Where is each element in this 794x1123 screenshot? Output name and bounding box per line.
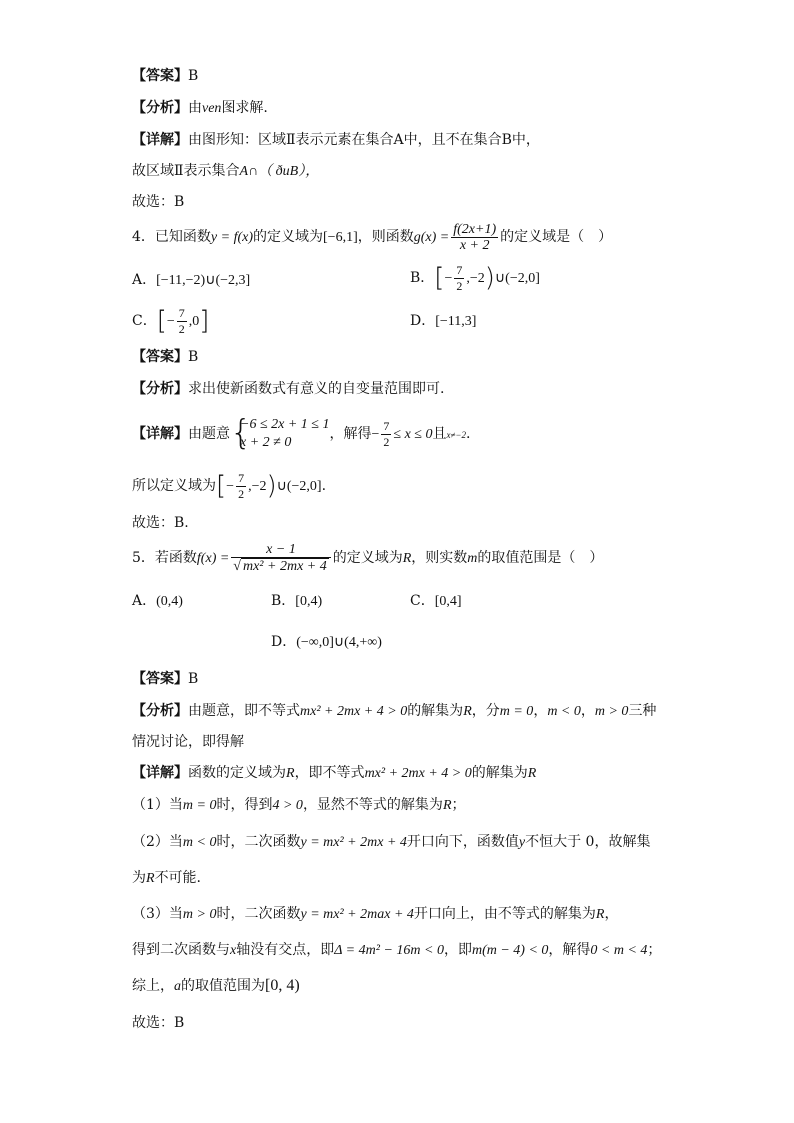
conclusion-text: . xyxy=(321,478,327,494)
analysis-math: R xyxy=(463,704,472,719)
analysis-text: 的解集为 xyxy=(407,703,464,719)
case-math: x xyxy=(230,943,237,958)
detail-text: 由图形知：区域Ⅱ表示元素在集合A中，且不在集合B中， xyxy=(188,132,540,148)
stem-gx: g(x) = xyxy=(413,230,450,245)
sqrt-radicand: mx² + 2mx + 4 xyxy=(242,559,327,574)
case-text: （2）当 xyxy=(132,834,183,850)
q4-option-d xyxy=(410,311,476,332)
case-text: 不恒大于 0，故解集 xyxy=(525,834,651,850)
case-text: 开口向下，函数值 xyxy=(406,834,519,850)
case-text: 时，二次函数 xyxy=(216,906,301,922)
choose-text: 故选：B xyxy=(132,1015,185,1031)
conclusion-math: ,−2 xyxy=(248,479,267,494)
q5-choose-line xyxy=(132,1013,184,1033)
minus-sign: − xyxy=(371,427,380,442)
stem-text: 5．若函数 xyxy=(132,550,197,566)
case-math: y xyxy=(518,835,526,850)
stem-text: ，则函数 xyxy=(357,229,414,245)
q5-analysis-line2 xyxy=(132,732,244,752)
option-value: [0,4] xyxy=(434,594,462,609)
case-text: 得到二次函数与 xyxy=(132,942,230,958)
stem-text: 的定义域为 xyxy=(332,550,403,566)
fraction-denominator: x + 2 xyxy=(459,237,490,253)
option-value: ,−2 xyxy=(466,271,485,286)
q3-answer-line xyxy=(132,66,198,86)
answer-tag: 【答案】 xyxy=(132,671,188,687)
summary-math: a xyxy=(174,979,181,994)
analysis-text: 由 xyxy=(188,100,202,116)
analysis-math: m > 0 xyxy=(594,704,629,719)
answer-tag: 【答案】 xyxy=(132,68,188,84)
stem-text: 的取值范围是（ ） xyxy=(477,550,604,566)
case-math: m > 0 xyxy=(182,907,217,922)
answer-value: B xyxy=(188,671,199,687)
q4-answer-line xyxy=(132,347,198,367)
summary-math: [0, 4) xyxy=(265,977,300,994)
fraction-numerator: 7 xyxy=(238,470,245,485)
q4-option-b xyxy=(410,262,540,295)
q5-stem xyxy=(132,540,603,577)
analysis-text: 求出使新函数式有意义的自变量范围即可. xyxy=(188,381,445,397)
case-text: ，显然不等式的解集为 xyxy=(302,797,443,813)
case-math: y = mx² + 2max + 4 xyxy=(300,907,414,922)
analysis-tag: 【分析】 xyxy=(132,381,188,397)
choose-text: 故选：B xyxy=(132,194,185,210)
option-label: C． xyxy=(132,313,157,329)
case-text: （1）当 xyxy=(132,797,183,813)
fraction-numerator: x − 1 xyxy=(231,542,330,558)
detail-text: 的解集为 xyxy=(471,765,528,781)
option-fraction xyxy=(177,306,187,337)
option-value: ,0 xyxy=(188,314,200,329)
q5-case2-line2: 为R不可能. xyxy=(132,870,202,886)
detail-glyph: x≠−2 xyxy=(446,430,466,440)
q5-option-a xyxy=(132,591,183,612)
fraction-denominator: √ mx² + 2mx + 4 xyxy=(233,559,327,574)
stem-text: ，则实数 xyxy=(411,550,468,566)
option-value: [−11,−2)∪(−2,3] xyxy=(156,273,251,288)
option-label: D． xyxy=(271,634,297,650)
analysis-ven: ven xyxy=(202,101,222,116)
detail-text: 且 xyxy=(432,426,447,442)
detail-tag: 【详解】 xyxy=(132,426,188,442)
left-bracket: [ xyxy=(216,471,227,501)
system-line-2: x + 2 ≠ 0 xyxy=(240,435,292,450)
case-text: 不可能. xyxy=(154,870,202,886)
case-text: ； xyxy=(647,942,662,958)
case-text: （3）当 xyxy=(132,906,183,922)
detail-text: 故区域Ⅱ表示集合 xyxy=(132,163,240,179)
analysis-text: 三种 xyxy=(628,703,657,719)
option-label: A． xyxy=(132,593,157,609)
choose-text: 故选：B. xyxy=(132,515,189,531)
stem-fraction xyxy=(451,222,498,253)
stem-text: 4．已知函数 xyxy=(132,229,211,245)
case-text: 开口向上，由不等式的解集为 xyxy=(413,906,596,922)
q5-case2-line xyxy=(132,832,650,853)
analysis-tag: 【分析】 xyxy=(132,703,188,719)
right-bracket: ] xyxy=(199,306,210,336)
q5-option-d xyxy=(271,632,382,653)
analysis-text: ，分 xyxy=(471,703,500,719)
stem-domain: [−6,1] xyxy=(323,230,358,245)
conclusion-fraction xyxy=(236,471,246,502)
analysis-text: ， xyxy=(580,703,595,719)
option-label: B． xyxy=(271,593,296,609)
case-text: 时，二次函数 xyxy=(216,834,301,850)
fraction-denominator: 2 xyxy=(383,434,390,449)
stem-fx: f(x) = xyxy=(196,551,230,566)
fraction-denominator: 2 xyxy=(456,278,463,293)
stem-math: m xyxy=(467,551,478,566)
detail-fraction xyxy=(381,419,391,450)
answer-tag: 【答案】 xyxy=(132,349,188,365)
q4-option-c xyxy=(132,305,209,338)
detail-math: A∩（ ðuB）， xyxy=(239,164,320,179)
detail-text: ，解得 xyxy=(329,426,372,442)
case-math: m < 0 xyxy=(182,835,217,850)
detail-text: 由题意 xyxy=(188,426,230,442)
detail-math: R xyxy=(527,766,537,781)
case-math: 4 > 0 xyxy=(272,798,303,813)
detail-math: mx² + 2mx + 4 > 0 xyxy=(364,766,472,781)
case-math: R xyxy=(146,871,155,886)
q3-choose-line xyxy=(132,192,184,212)
stem-fraction xyxy=(231,542,330,574)
q5-case1-line xyxy=(132,795,466,816)
option-label: C． xyxy=(410,593,435,609)
analysis-text: ， xyxy=(533,703,548,719)
fraction-denominator: 2 xyxy=(178,321,185,336)
detail-text: 函数的定义域为 xyxy=(188,765,286,781)
left-bracket: [ xyxy=(156,306,167,336)
inequality-system xyxy=(230,413,330,453)
conclusion-math: ∪(−2,0] xyxy=(276,479,322,494)
right-paren: ) xyxy=(484,263,495,293)
detail-math: ≤ x ≤ 0 xyxy=(393,427,433,442)
q3-detail-line xyxy=(132,130,540,150)
q3-detail-line2 xyxy=(132,161,319,182)
answer-value: B xyxy=(188,68,199,84)
case-math: m(m − 4) < 0 xyxy=(471,943,549,958)
minus-sign: − xyxy=(444,271,453,286)
option-label: A． xyxy=(132,272,157,288)
detail-math: R xyxy=(286,766,295,781)
answer-value: B xyxy=(188,349,199,365)
option-value: [−11,3] xyxy=(435,314,477,329)
case-text: ，即 xyxy=(443,942,472,958)
q5-case3-line2 xyxy=(132,940,661,961)
q5-answer-line xyxy=(132,669,198,689)
case-math: Δ = 4m² − 16m < 0 xyxy=(334,943,444,958)
summary-text: 的取值范围为 xyxy=(181,978,265,994)
case-text: 轴没有交点，即 xyxy=(236,942,335,958)
q5-detail-line xyxy=(132,763,536,784)
option-fraction xyxy=(454,263,464,294)
conclusion-text: 所以定义域为 xyxy=(132,478,216,494)
fraction-numerator: 7 xyxy=(456,262,463,277)
option-label: D． xyxy=(410,313,436,329)
fraction-numerator: 7 xyxy=(178,305,185,320)
detail-text: ，即不等式 xyxy=(294,765,365,781)
analysis-math: m = 0 xyxy=(499,704,534,719)
q5-option-c xyxy=(410,591,462,612)
analysis-tag: 【分析】 xyxy=(132,100,188,116)
minus-sign: − xyxy=(166,314,175,329)
system-line-1: −6 ≤ 2x + 1 ≤ 1 xyxy=(240,417,330,432)
analysis-text: 由题意，即不等式 xyxy=(188,703,300,719)
detail-tag: 【详解】 xyxy=(132,765,188,781)
q4-detail-line xyxy=(132,414,470,455)
analysis-text-end: 图求解. xyxy=(221,100,268,116)
case-math: R xyxy=(442,798,452,813)
case-math: m = 0 xyxy=(182,798,217,813)
option-value: (0,4) xyxy=(156,594,183,609)
fraction-numerator: f(2x+1) xyxy=(453,221,497,237)
stem-text: 的定义域为 xyxy=(253,229,324,245)
fraction-denominator: 2 xyxy=(238,486,245,501)
option-value: (−∞,0]∪(4,+∞) xyxy=(296,635,382,650)
case-math: y = mx² + 2mx + 4 xyxy=(300,835,407,850)
case-math: R xyxy=(595,907,605,922)
stem-math: R xyxy=(402,551,412,566)
left-bracket: [ xyxy=(434,263,445,293)
detail-tag: 【详解】 xyxy=(132,132,188,148)
case-text: ，解得 xyxy=(548,942,591,958)
q3-analysis-line xyxy=(132,98,268,119)
system-brace: { xyxy=(230,413,252,453)
q5-case3-line xyxy=(132,904,618,925)
analysis-math: m < 0 xyxy=(547,704,581,719)
case-text: 时，得到 xyxy=(216,797,273,813)
q5-option-b xyxy=(271,591,322,612)
minus-sign: − xyxy=(226,479,235,494)
case-math: 0 < m < 4 xyxy=(590,943,648,958)
q5-summary-line xyxy=(132,976,300,997)
option-value: ∪(−2,0] xyxy=(494,271,540,286)
option-label: B． xyxy=(410,270,435,286)
q4-analysis-line xyxy=(132,379,444,399)
q4-conclusion-line xyxy=(132,470,326,503)
detail-text: . xyxy=(466,426,471,442)
analysis-text: 情况讨论，即得解 xyxy=(132,734,244,750)
q4-stem xyxy=(132,221,612,254)
stem-fx: y = f(x) xyxy=(210,230,254,245)
summary-text: 综上， xyxy=(132,978,174,994)
fraction-numerator: 7 xyxy=(383,418,390,433)
right-paren: ) xyxy=(266,471,277,501)
stem-text: 的定义域是（ ） xyxy=(500,229,613,245)
option-value: [0,4) xyxy=(295,594,323,609)
q4-choose-line xyxy=(132,513,189,533)
q5-analysis-line xyxy=(132,701,656,722)
q4-option-a xyxy=(132,270,250,291)
case-text: ， xyxy=(604,906,619,922)
analysis-math: mx² + 2mx + 4 > 0 xyxy=(300,704,408,719)
case-text: ； xyxy=(451,797,466,813)
